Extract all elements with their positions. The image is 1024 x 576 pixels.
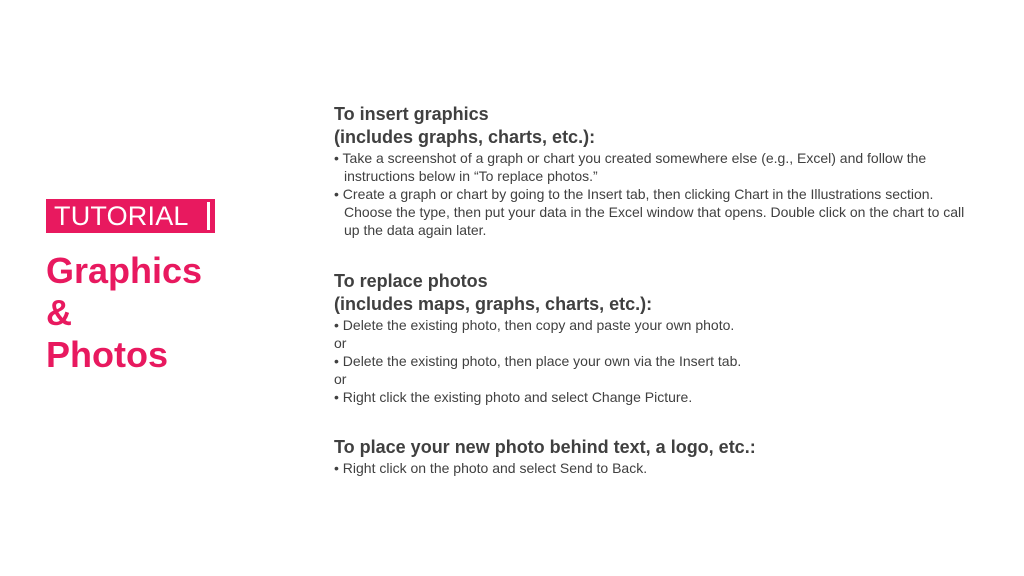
title-line-1: Graphics xyxy=(46,250,203,291)
badge-divider xyxy=(207,202,210,230)
section-replace-photos xyxy=(334,270,974,406)
list-item: • Right click on the photo and select Send to Back. xyxy=(334,460,648,476)
title-line-2: & xyxy=(46,292,72,333)
section-subheading: (includes maps, graphs, charts, etc.): xyxy=(334,294,653,314)
tutorial-badge xyxy=(46,199,215,233)
tutorial-badge-label: TUTORIAL xyxy=(54,201,189,231)
list-item: • Create a graph or chart by going to the Insert tab, then clicking Chart in the Illustrations section. Choose the type, then put your data in the Excel window that opens. Double click on the chart to call up the data again later. xyxy=(334,186,965,238)
page-title xyxy=(46,250,202,376)
section-heading: To replace photos xyxy=(334,271,488,291)
section-heading: To insert graphics xyxy=(334,104,489,124)
section-subheading: (includes graphs, charts, etc.): xyxy=(334,127,596,147)
or-separator: or xyxy=(334,335,347,351)
title-line-3: Photos xyxy=(46,334,168,375)
list-item: • Right click the existing photo and select Change Picture. xyxy=(334,389,693,405)
list-item: • Delete the existing photo, then place your own via the Insert tab. xyxy=(334,353,742,369)
section-place-behind xyxy=(334,436,974,477)
section-insert-graphics xyxy=(334,103,974,239)
list-item: • Take a screenshot of a graph or chart you created somewhere else (e.g., Excel) and follow the instructions below in “To replace photos.” xyxy=(334,150,927,184)
or-separator: or xyxy=(334,371,347,387)
section-heading: To place your new photo behind text, a logo, etc.: xyxy=(334,437,756,457)
list-item: • Delete the existing photo, then copy and paste your own photo. xyxy=(334,317,735,333)
